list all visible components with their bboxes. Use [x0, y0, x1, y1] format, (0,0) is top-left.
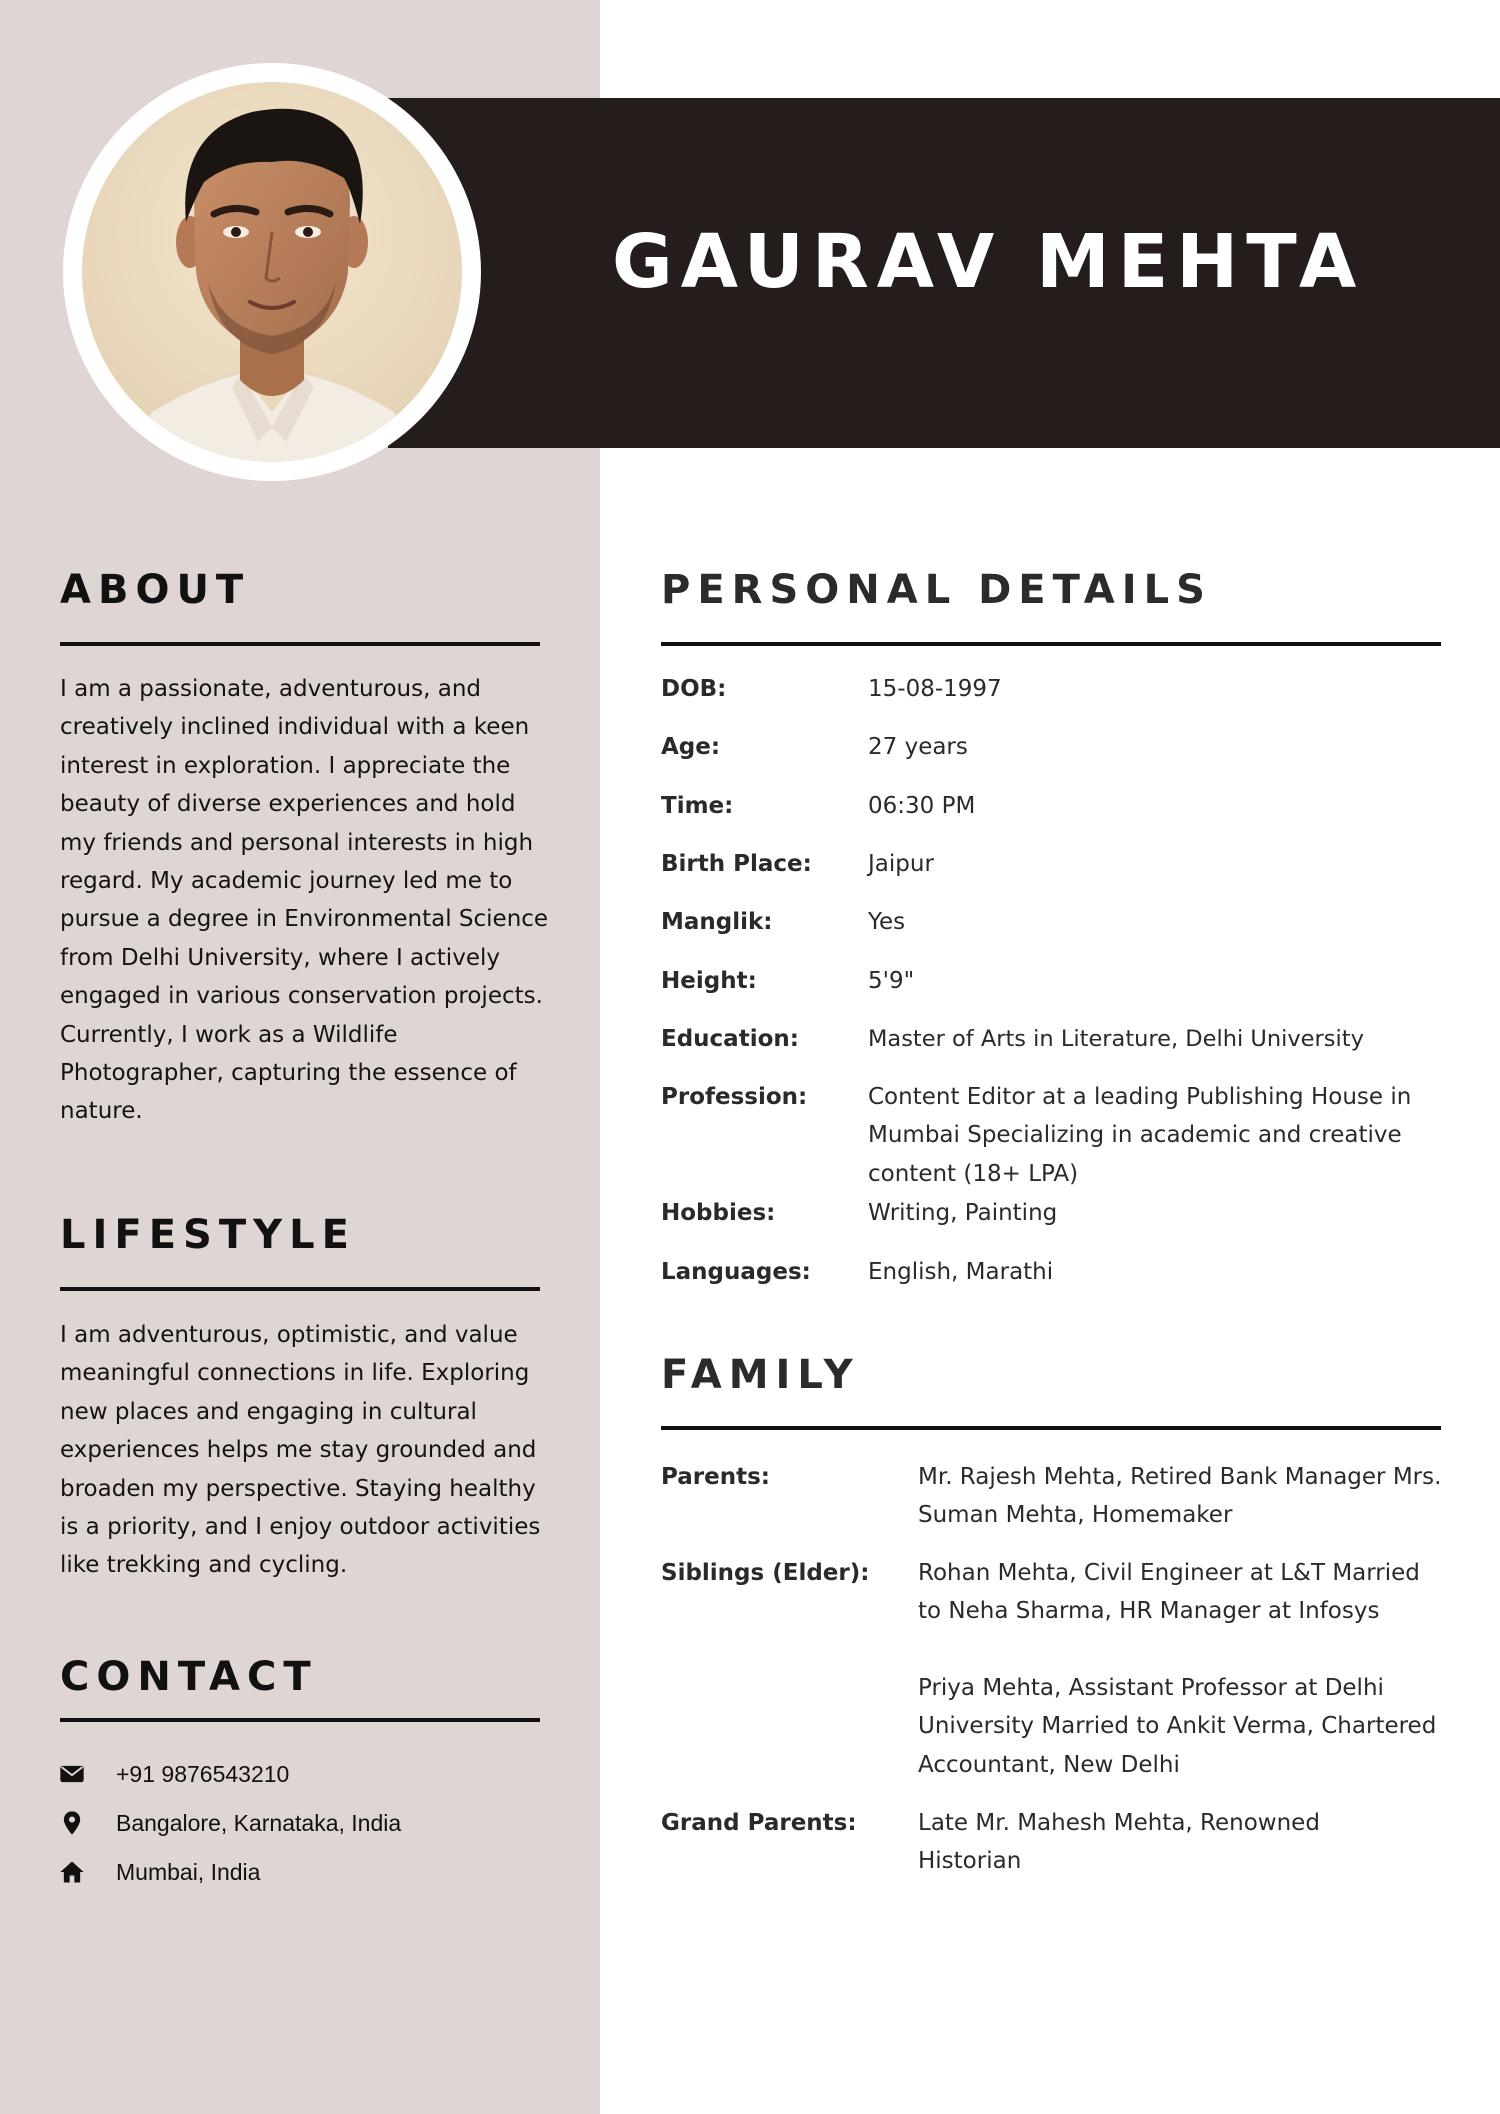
contact-location-text: Bangalore, Karnataka, India: [116, 1810, 402, 1836]
detail-label-education: Education:: [661, 1026, 799, 1052]
family-label-grand-parents: Grand Parents:: [661, 1810, 857, 1836]
profile-photo: [82, 82, 462, 462]
family-heading: FAMILY: [661, 1352, 860, 1398]
contact-heading: CONTACT: [60, 1654, 318, 1700]
detail-value-time: 06:30 PM: [868, 793, 976, 819]
detail-label-height: Height:: [661, 968, 757, 994]
detail-label-profession: Profession:: [661, 1084, 808, 1110]
detail-label-age: Age:: [661, 734, 721, 760]
person-name: GAURAV MEHTA: [612, 219, 1365, 305]
family-value-grand-parents: Late Mr. Mahesh Mehta, Renowned Historian: [918, 1810, 1320, 1875]
contact-divider: [60, 1718, 540, 1722]
lifestyle-divider: [60, 1287, 540, 1291]
portrait-photo: [82, 82, 462, 462]
lifestyle-text: I am adventurous, optimistic, and value meaningful connections in life. Exploring new places and engaging in cultural experiences helps me stay grounded and broaden my perspective. Staying healthy is a priority, and I enjoy outdoor activities like trekking and cycling.: [60, 1322, 541, 1579]
family-value-sibling-2: Priya Mehta, Assistant Professor at Delhi University Married to Ankit Verma, Chartered Accountant, New Delhi: [918, 1675, 1437, 1778]
contact-home-text: Mumbai, India: [116, 1859, 261, 1885]
detail-label-birth-place: Birth Place:: [661, 851, 812, 877]
detail-label-hobbies: Hobbies:: [661, 1200, 776, 1226]
detail-value-birth-place: Jaipur: [868, 851, 934, 877]
detail-label-manglik: Manglik:: [661, 909, 773, 935]
detail-label-dob: DOB:: [661, 676, 727, 702]
family-value-sibling-1: Rohan Mehta, Civil Engineer at L&T Married to Neha Sharma, HR Manager at Infosys: [918, 1560, 1420, 1625]
about-text: I am a passionate, adventurous, and creatively inclined individual with a keen interest in exploration. I appreciate the beauty of diverse experiences and hold my friends and personal interests in high regard. My academic journey led me to pursue a degree in Environmental Science from Delhi University, where I actively engaged in various conservation projects. Currently, I work as a Wildlife Photographer, capturing the essence of nature.: [60, 676, 549, 1125]
detail-value-education: Master of Arts in Literature, Delhi University: [868, 1026, 1364, 1052]
about-divider: [60, 642, 540, 646]
detail-value-height: 5'9": [868, 968, 915, 994]
about-heading: ABOUT: [60, 567, 251, 613]
detail-label-time: Time:: [661, 793, 734, 819]
family-label-siblings: Siblings (Elder):: [661, 1560, 870, 1586]
envelope-icon: [58, 1760, 86, 1788]
family-value-parents: Mr. Rajesh Mehta, Retired Bank Manager Mrs. Suman Mehta, Homemaker: [918, 1464, 1442, 1529]
home-icon: [58, 1858, 86, 1886]
personal-details-divider: [661, 642, 1441, 646]
detail-value-manglik: Yes: [868, 909, 906, 935]
lifestyle-heading: LIFESTYLE: [60, 1212, 356, 1258]
detail-value-profession: Content Editor at a leading Publishing House in Mumbai Specializing in academic and creative content (18+ LPA): [868, 1084, 1412, 1187]
detail-value-languages: English, Marathi: [868, 1259, 1054, 1285]
detail-value-dob: 15-08-1997: [868, 676, 1002, 702]
detail-value-age: 27 years: [868, 734, 968, 760]
personal-details-heading: PERSONAL DETAILS: [661, 567, 1212, 613]
family-label-parents: Parents:: [661, 1464, 770, 1490]
detail-value-hobbies: Writing, Painting: [868, 1200, 1058, 1226]
detail-label-languages: Languages:: [661, 1259, 811, 1285]
contact-phone-text: +91 9876543210: [116, 1761, 290, 1787]
location-pin-icon: [58, 1809, 86, 1837]
family-divider: [661, 1426, 1441, 1430]
